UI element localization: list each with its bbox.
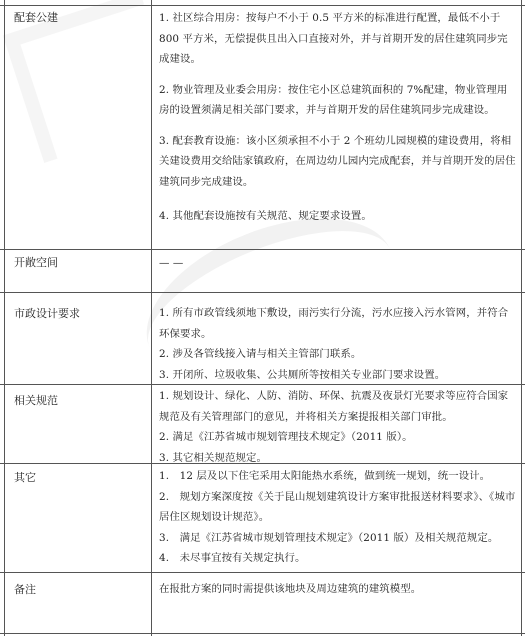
row-divider — [0, 249, 525, 250]
row-content — [159, 579, 517, 600]
row-label: 开敞空间 — [14, 256, 58, 269]
list-item: 4. 未尽事宜按有关规定执行。 — [159, 552, 306, 564]
table-border-right — [521, 0, 522, 636]
row-label: 备注 — [14, 583, 36, 596]
table-border-left — [4, 0, 5, 636]
column-divider — [151, 0, 152, 636]
list-item: 4. 其他配套设施按有关规范、规定要求设置。 — [159, 210, 372, 222]
table-border-bottom — [0, 633, 525, 634]
row-label: 其它 — [14, 471, 36, 484]
list-item: 在报批方案的同时需提供该地块及周边建筑的建筑模型。 — [159, 583, 422, 595]
list-item: 2. 规划方案深度按《关于昆山规划建筑设计方案审批报送材料要求》、《城市居住区规划设计规范》。 — [159, 490, 516, 523]
list-item: — — — [159, 257, 184, 269]
list-item: 3. 开闭所、垃圾收集、公共厕所等按相关专业部门要求设置。 — [159, 368, 446, 381]
list-item: 1. 规划设计、绿化、人防、消防、环保、抗震及夜景灯光要求等应符合国家规范及有关管理部门的意见，并将相关方案提报相关部门审批。 — [159, 390, 509, 423]
list-item: 1. 12 层及以下住宅采用太阳能热水系统，做到统一规划，统一设计。 — [159, 470, 491, 482]
row-label: 配套公建 — [14, 11, 58, 24]
list-item: 3. 其它相关规范规定。 — [159, 451, 267, 464]
row-divider — [0, 572, 525, 573]
list-item: 3. 满足《江苏省城市规划管理技术规定》（2011 版）及相关规范规定。 — [159, 531, 499, 544]
list-item: 3. 配套教育设施：该小区须承担不小于 2 个班幼儿园规模的建设费用，将相关建设费用交给陆家镇政府，在周边幼儿园内完成配套，并与首期开发的居住建筑同步完成建设。 — [159, 134, 516, 188]
row-label: 市政设计要求 — [14, 307, 80, 320]
list-item: 2. 涉及各管线接入请与相关主管部门联系。 — [159, 348, 362, 360]
row-content — [159, 466, 517, 569]
row-content — [159, 253, 517, 274]
list-item: 2. 物业管理及业委会用房：按住宅小区总建筑面积的 7%配建，物业管理用房的设置须满足相关部门要求，并与首期开发的居住建筑同步完成建设。 — [159, 83, 508, 116]
list-item: 2. 满足《江苏省城市规划管理技术规定》（2011 版）。 — [159, 431, 413, 443]
table-border-top — [0, 5, 525, 6]
list-item: 1. 所有市政管线须地下敷设，雨污实行分流，污水应接入污水管网，并符合环保要求。 — [159, 307, 509, 340]
list-item: 1. 社区综合用房：按每户不小于 0.5 平方米的标准进行配置，最低不小于 800 平方米，无偿提供且出入口直接对外，并与首期开发的居住建筑同步完成建设。 — [159, 12, 508, 65]
row-content — [159, 8, 517, 227]
row-label: 相关规范 — [14, 394, 58, 407]
row-divider — [0, 292, 525, 293]
row-content — [159, 303, 517, 385]
row-content — [159, 386, 517, 468]
